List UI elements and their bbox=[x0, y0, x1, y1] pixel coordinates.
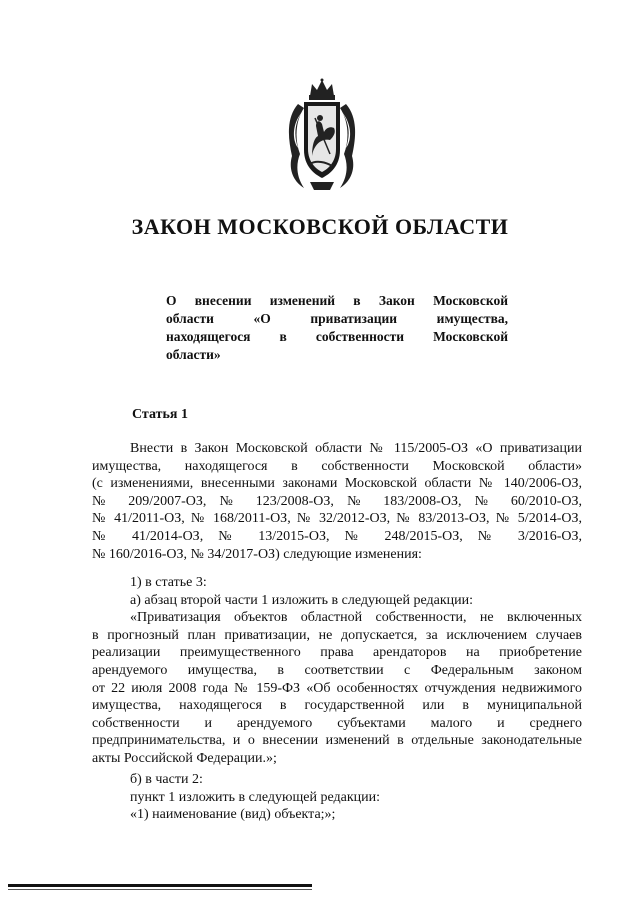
subject-line: О внесении изменений в Закон Московской bbox=[166, 293, 508, 308]
scan-edge-line bbox=[8, 884, 312, 887]
text-line: № 41/2014-ОЗ, № 13/2015-ОЗ, № 248/2015-ОЗ, № 3/2016-ОЗ, bbox=[92, 528, 582, 544]
text-line: от 22 июля 2008 года № 159-ФЗ «Об особенностях отчуждения недвижимого bbox=[92, 680, 582, 696]
intro-paragraph bbox=[92, 440, 582, 563]
subject-line: области» bbox=[166, 347, 221, 362]
article-heading: Статья 1 bbox=[132, 407, 188, 422]
text-line: пункт 1 изложить в следующей редакции: bbox=[130, 789, 380, 805]
text-line: № 41/2011-ОЗ, № 168/2011-ОЗ, № 32/2012-ОЗ, № 83/2013-ОЗ, № 5/2014-ОЗ, bbox=[92, 511, 582, 527]
text-line: собственности и арендуемого субъектами малого и среднего bbox=[92, 715, 582, 731]
text-line: б) в части 2: bbox=[130, 772, 203, 787]
text-line: № 160/2016-ОЗ, № 34/2017-ОЗ) следующие изменения: bbox=[92, 546, 422, 562]
text-line: «1) наименование (вид) объекта;»; bbox=[130, 807, 336, 823]
text-line: предпринимательства, и о внесении изменений в отдельные законодательные bbox=[92, 733, 582, 749]
subject-line: находящегося в собственности Московской bbox=[166, 329, 508, 344]
text-line: в прогнозный план приватизации, не допускается, за исключением случаев bbox=[92, 627, 582, 643]
text-line: арендуемого имущества, в соответствии с Федеральным законом bbox=[92, 662, 582, 678]
document-title: ЗАКОН МОСКОВСКОЙ ОБЛАСТИ bbox=[131, 214, 509, 239]
law-subject bbox=[166, 292, 508, 364]
text-line: акты Российской Федерации.»; bbox=[92, 750, 277, 766]
text-line: № 209/2007-ОЗ, № 123/2008-ОЗ, № 183/2008-ОЗ, № 60/2010-ОЗ, bbox=[92, 493, 582, 509]
text-line: 1) в статье 3: bbox=[130, 575, 207, 590]
subject-line: области «О приватизации имущества, bbox=[166, 311, 508, 326]
section-1 bbox=[92, 574, 582, 768]
scan-edge-line bbox=[8, 889, 312, 890]
section-2 bbox=[92, 771, 582, 824]
text-line: Внести в Закон Московской области № 115/2005-ОЗ «О приватизации bbox=[130, 441, 582, 456]
text-line: а) абзац второй части 1 изложить в следующей редакции: bbox=[130, 592, 473, 608]
text-line: (с изменениями, внесенными законами Московской области № 140/2006-ОЗ, bbox=[92, 476, 582, 492]
text-line: имущества, находящегося в государственной или в муниципальной bbox=[92, 698, 582, 714]
text-line: «Приватизация объектов областной собственности, не включенных bbox=[130, 610, 582, 626]
coat-of-arms-icon bbox=[282, 78, 362, 196]
text-line: реализации преимущественного права арендаторов на приобретение bbox=[92, 645, 582, 661]
text-line: имущества, находящегося в собственности Московской области» bbox=[92, 458, 582, 474]
